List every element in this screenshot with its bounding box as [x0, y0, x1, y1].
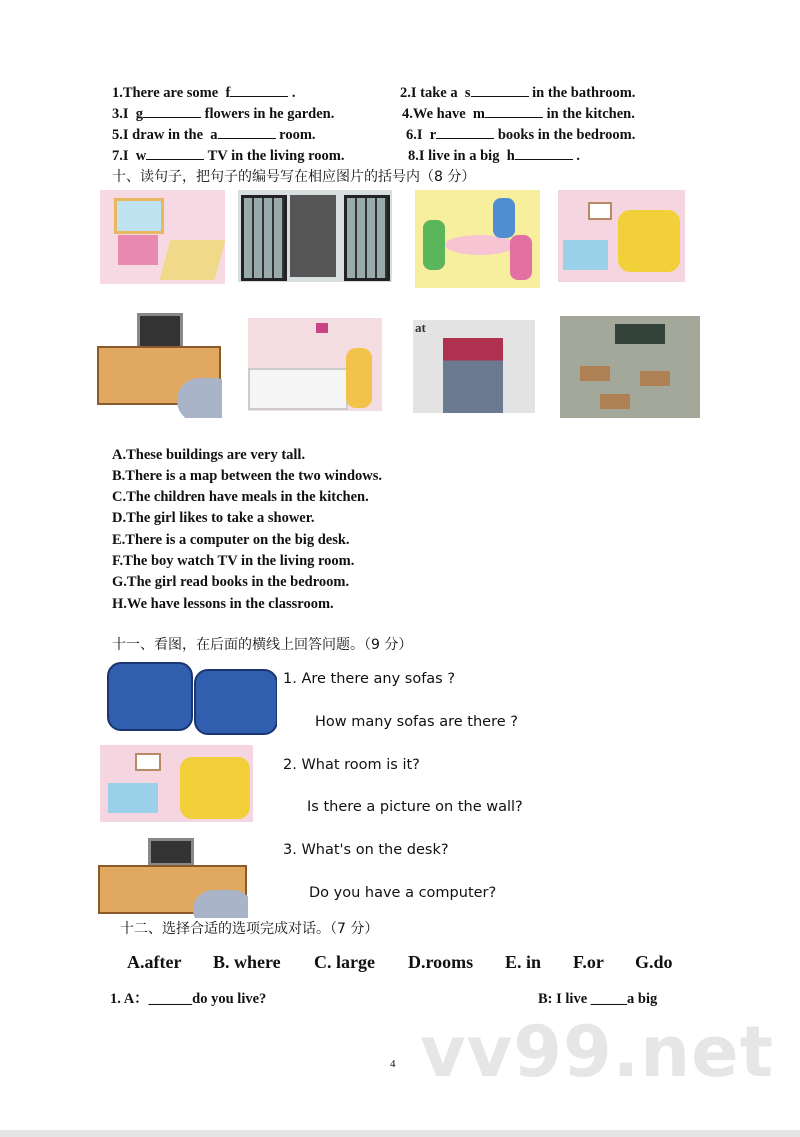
fill-item-3: 3.I g flowers in he garden.	[112, 106, 335, 122]
sentence-d: D.The girl likes to take a shower.	[112, 510, 315, 526]
section-10-heading: 十、读句子，把句子的编号写在相应图片的括号内（8 分）	[112, 169, 476, 185]
dialogue-1-a: 1. A：______do you live?	[110, 991, 267, 1007]
question-1b: How many sofas are there ?	[315, 714, 518, 730]
question-1: 1. Are there any sofas ?	[283, 671, 456, 687]
option-c: C. large	[314, 952, 375, 972]
question-2b: Is there a picture on the wall?	[307, 799, 523, 815]
sentence-e: E.There is a computer on the big desk.	[112, 532, 350, 548]
fill-item-5: 5.I draw in the a room.	[112, 127, 316, 143]
sentence-a: A.These buildings are very tall.	[112, 447, 306, 463]
question-3b: Do you have a computer?	[309, 885, 497, 901]
option-f: F.or	[573, 952, 604, 972]
option-b: B. where	[213, 952, 281, 972]
fill-item-4: 4.We have m in the kitchen.	[402, 106, 635, 122]
desk-computer-picture	[98, 835, 248, 918]
windows-map-picture	[238, 190, 392, 282]
section-12-heading: 十二、选择合适的选项完成对话。（7 分）	[120, 921, 379, 937]
picture-label: at	[415, 320, 426, 335]
tall-buildings-picture	[413, 320, 535, 413]
question-2: 2. What room is it?	[283, 757, 420, 773]
classroom-picture	[560, 316, 700, 418]
fill-item-8: 8.I live in a big h .	[408, 148, 581, 164]
option-e: E. in	[505, 952, 542, 972]
sentence-f: F.The boy watch TV in the living room.	[112, 553, 355, 569]
living-room-tv-picture	[558, 190, 685, 282]
sentence-g: G.The girl read books in the bedroom.	[112, 574, 350, 590]
kitchen-meal-picture	[415, 190, 540, 288]
page-bottom-edge	[0, 1130, 800, 1137]
fill-item-1: 1.There are some f .	[112, 85, 296, 101]
fill-item-6: 6.I r books in the bedroom.	[406, 127, 636, 143]
sofas-picture	[107, 657, 277, 737]
sentence-b: B.There is a map between the two windows.	[112, 468, 382, 484]
watermark: vv99.net	[420, 1011, 775, 1093]
sentence-h: H.We have lessons in the classroom.	[112, 596, 334, 612]
bathroom-shower-picture	[248, 318, 382, 411]
option-a: A.after	[127, 952, 182, 972]
page-number: 4	[390, 1058, 396, 1070]
option-g: G.do	[635, 952, 673, 972]
living-room-picture	[100, 745, 253, 822]
fill-item-2: 2.I take a s in the bathroom.	[400, 85, 636, 101]
dialogue-1-b: B: I live _____a big	[538, 991, 658, 1007]
sentence-c: C.The children have meals in the kitchen.	[112, 489, 369, 505]
option-d: D.rooms	[408, 952, 474, 972]
computer-desk-picture	[97, 308, 222, 418]
section-11-heading: 十一、看图，在后面的横线上回答问题。（9 分）	[112, 637, 413, 653]
bedroom-picture	[100, 190, 225, 284]
fill-item-7: 7.I w TV in the living room.	[112, 148, 345, 164]
question-3: 3. What's on the desk?	[283, 842, 449, 858]
